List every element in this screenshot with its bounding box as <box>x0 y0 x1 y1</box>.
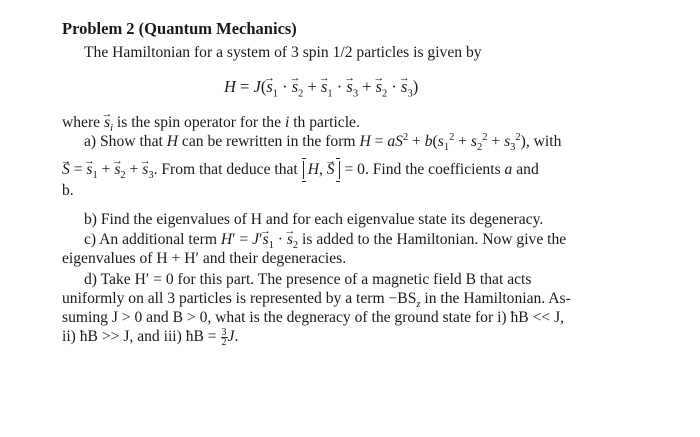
intro-text: The Hamiltonian for a system of 3 spin 1/2 particles is given by <box>84 44 482 61</box>
part-d-line-4: ii) ħB >> J, and iii) ħB = $\frac{3}{2}$ J. <box>62 327 239 348</box>
part-a-b-label: b. <box>62 182 74 199</box>
part-b-text: b) Find the eigenvalues of H and for each eigenvalue state its degeneracy. <box>84 211 544 228</box>
three-halves-fraction: $\frac{3}{2}$ <box>221 327 227 348</box>
part-c-line-1: c) An additional term $H' = J'\to s_1$ · → $s_2$ is added to the Hamiltonian. Now give the <box>84 231 566 249</box>
part-d-line-1: d) Take H′ = 0 for this part. The presence of a magnetic field B that acts <box>84 271 532 288</box>
hamiltonian-equation: $H = J(\to s_1$ · → $s_2$ + → $s_1$ · → $s_3$ + → $s_2$ · → $s_3$) <box>224 78 418 96</box>
part-d-line-3: suming J > 0 and B > 0, what is the degneracy of the ground state for i) ħB << J, <box>62 309 565 326</box>
part-a-line-1: a) Show that H can be rewritten in the form $H = aS^2 + b(s_1^2 + s_2^2 + s_3^2)$, with <box>84 131 562 154</box>
where-line: where → $s_i$ is the spin operator for the i th particle. <box>62 114 360 132</box>
problem-title: Problem 2 (Quantum Mechanics) <box>62 19 297 38</box>
part-d-line-2: uniformly on all 3 particles is represented by a term $-BS_z$ in the Hamiltonian. As- <box>62 290 571 311</box>
part-a-line-2: → S = → $s_1$ + → $s_2$ + → $s_3$. From that deduce that H, → S = 0. Find the coefficients a and <box>62 161 539 179</box>
part-c-line-2: eigenvalues of H + H′ and their degeneracies. <box>62 250 347 267</box>
